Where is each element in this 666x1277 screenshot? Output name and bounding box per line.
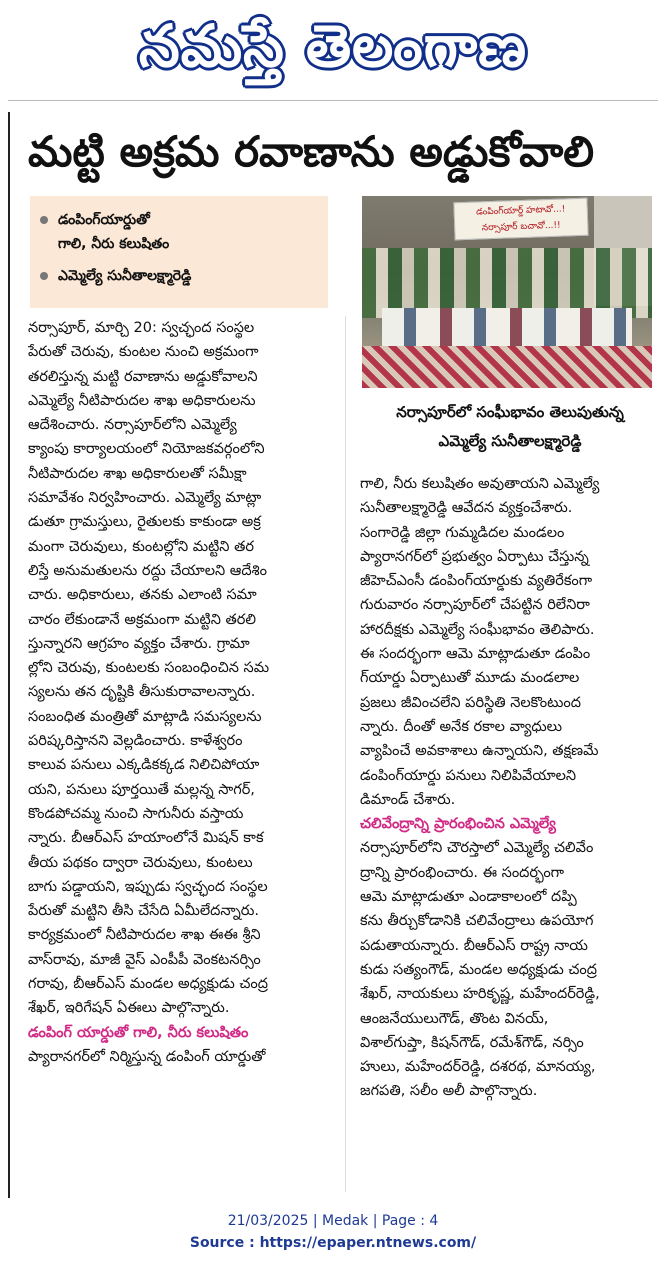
- body-line: తీయ పథకం ద్వారా చెరువులు, కుంటలు: [28, 854, 253, 871]
- page-footer: [0, 1210, 666, 1262]
- body-line: బాగు పడ్డాయని, ఇప్పుడు స్వచ్ఛంద సంస్థల: [28, 878, 268, 895]
- body-line: చారం లేకుండానే అక్రమంగా మట్టిని తరలి: [28, 611, 257, 628]
- footer-date-edition: 21/03/2025 | Medak | Page : 4: [227, 1213, 439, 1229]
- body-line: పరిష్కరిస్తానని వెల్లడించారు. కాళేశ్వరం: [28, 733, 243, 750]
- highlight-item-2: [40, 264, 320, 288]
- highlight-1-line-2: గాలి, నీరు కలుషితం: [58, 236, 170, 252]
- body-line: వాస్‌రావు, మాజీ వైస్ ఎంపీపీ వెంకటనర్సిం: [28, 951, 261, 968]
- article-body-left-column: [28, 316, 330, 1192]
- body-line: కుడు సత్యంగౌడ్, మండల అధ్యక్షుడు చంద్ర: [360, 961, 597, 978]
- body-line: శేఖర్, ఇరిగేషన్ ఏఈలు పాల్గొన్నారు.: [28, 1000, 230, 1017]
- body-line: పేరుతో మట్టిని తీసి చేసేది ఏమీలేదన్నారు.: [28, 903, 259, 920]
- body-line: విశాల్‌గుప్తా, కిషన్‌గౌడ్, రమేశ్‌గౌడ్, నర్సిం: [360, 1034, 584, 1051]
- body-line: మంగా చెరువులు, కుంటల్లోని మట్టిని తర: [28, 538, 254, 555]
- body-line: ప్యారానగర్‌లో ప్రభుత్వం ఏర్పాటు చేస్తున్న: [360, 548, 589, 565]
- body-line: లిస్తే అనుమతులను రద్దు చేయాలని ఆదేశిం: [28, 562, 267, 579]
- highlight-item-1: [40, 208, 320, 232]
- column-divider: [345, 316, 346, 1192]
- body-line: పేరుతో చెరువు, కుంటల నుంచి అక్రమంగా: [28, 344, 259, 361]
- body-line: ప్యారానగర్‌లో నిర్మిస్తున్న డంపింగ్ యార్డుతో: [28, 1048, 266, 1065]
- newspaper-masthead: [0, 0, 666, 98]
- body-line: హులు, మహేందర్‌రెడ్డి, దశరథ, మానయ్య,: [360, 1059, 596, 1076]
- article-body-right-column: [360, 472, 658, 1192]
- footer-source-link[interactable]: Source : https://epaper.ntnews.com/: [189, 1235, 477, 1251]
- body-line: స్యలను తన దృష్టికి తీసుకురావాలన్నారు.: [28, 684, 256, 701]
- highlight-item-1-cont: [40, 232, 320, 256]
- banner-line-1: డంపింగ్‌యార్డ్ హటావో...!: [476, 204, 566, 218]
- subheading-dumping-yard: డంపింగ్ యార్డుతో గాలి, నీరు కలుషితం: [28, 1024, 249, 1041]
- article-left-border: [8, 112, 10, 1198]
- news-article: [8, 112, 658, 1198]
- masthead-divider: [8, 100, 658, 101]
- protest-banner: [453, 198, 588, 241]
- body-line: జగపతి, సలీం అలీ పాల్గొన్నారు.: [360, 1083, 538, 1100]
- photo-caption: [362, 398, 658, 458]
- body-line: క్యాంపు కార్యాలయంలో నియోజకవర్గంలోని: [28, 441, 265, 458]
- highlight-1-line-1: డంపింగ్‌యార్డుతో: [58, 212, 150, 228]
- body-line: ఆదేశించారు. నర్సాపూర్‌లోని ఎమ్మెల్యే: [28, 417, 237, 434]
- body-line: ప్రజలు జీవించలేని పరిస్థితి నెలకొంటుంద: [360, 694, 581, 711]
- body-line: గ్‌యార్డు ఏర్పాటుతో మూడు మండలాల: [360, 670, 580, 687]
- body-line: యని, పనులు పూర్తయితే మల్లన్న సాగర్,: [28, 781, 255, 798]
- body-line: చారు. అధికారులు, తనకు ఎలాంటి సమా: [28, 587, 257, 604]
- body-line: డిమాండ్ చేశారు.: [360, 791, 456, 808]
- body-line: ఆంజనేయులుగౌడ్, తొంట వినయ్,: [360, 1010, 549, 1027]
- caption-line-2: ఎమ్మెల్యే సునీతాలక్ష్మారెడ్డి: [438, 432, 582, 450]
- banner-line-2: నర్సాపూర్ బచావో...!!: [481, 220, 561, 234]
- body-line: గాలి, నీరు కలుషితం అవుతాయని ఎమ్మెల్యే: [360, 476, 600, 492]
- body-line: తరలిస్తున్న మట్టి రవాణాను అడ్డుకోవాలని: [28, 368, 258, 385]
- body-line: స్తున్నారని ఆగ్రహం వ్యక్తం చేశారు. గ్రామా: [28, 635, 250, 652]
- body-line: ఆమె మాట్లాడుతూ ఎండాకాలంలో దప్పి: [360, 889, 577, 906]
- body-line: సంబంధిత మంత్రితో మాట్లాడి సమస్యలను: [28, 708, 262, 725]
- body-line: నర్సాపూర్‌లోని చౌరస్తాలో ఎమ్మెల్యే చలివేం: [360, 840, 594, 857]
- bullet-icon: [40, 216, 48, 224]
- photo-seated-people: [382, 308, 632, 348]
- body-line: సమావేశం నిర్వహించారు. ఎమ్మెల్యే మాట్లా: [28, 490, 262, 507]
- body-line: ఈ సందర్భంగా ఆమె మాట్లాడుతూ డంపిం: [360, 646, 591, 663]
- body-line: హారదీక్షకు ఎమ్మెల్యే సంఘీభావం తెలిపారు.: [360, 621, 595, 638]
- subheading-water-booth: చలివేంద్రాన్ని ప్రారంభించిన ఎమ్మెల్యే: [360, 816, 556, 833]
- body-line: గరావు, బీఆర్‌ఎస్ మండల అధ్యక్షుడు చంద్ర: [28, 976, 268, 993]
- body-line: గురువారం నర్సాపూర్‌లో చేపట్టిన రిలేనిరా: [360, 597, 590, 614]
- body-line: పడుతాయన్నారు. బీఆర్‌ఎస్ రాష్ట్ర నాయ: [360, 937, 588, 954]
- photo-mat: [362, 346, 652, 388]
- body-line: వ్యాపించే అవకాశాలు ఉన్నాయని, తక్షణమే: [360, 743, 599, 760]
- highlight-2-line-1: ఎమ్మెల్యే సునీతాలక్ష్మారెడ్డి: [58, 268, 192, 284]
- news-photo: [362, 196, 652, 388]
- body-line: నీటిపారుదల శాఖ అధికారులతో సమీక్షా: [28, 465, 247, 482]
- body-line: ఎమ్మెల్యే నీటిపారుదల శాఖ అధికారులను: [28, 392, 256, 409]
- body-line: నర్సాపూర్, మార్చి 20: స్వచ్ఛంద సంస్థల: [28, 320, 255, 336]
- body-line: ల్లోని చెరువు, కుంటలకు సంబంధించిన సమ: [28, 660, 270, 677]
- body-line: కను తీర్చుకోడానికి చలివేంద్రాలు ఉపయోగ: [360, 913, 594, 930]
- highlights-box: [30, 196, 328, 308]
- body-line: ద్రాన్ని ప్రారంభించారు. ఈ సందర్భంగా: [360, 864, 565, 881]
- body-line: డుతూ గ్రామస్తులు, రైతులకు కాకుండా అక్ర: [28, 514, 261, 531]
- caption-line-1: నర్సాపూర్‌లో సంఘీభావం తెలుపుతున్న: [396, 403, 624, 421]
- bullet-icon: [40, 272, 48, 280]
- body-line: జీహెచ్‌ఎంసీ డంపింగ్‌యార్డుకు వ్యతిరేకంగా: [360, 573, 593, 590]
- body-line: కాలువ పనులు ఎక్కడికక్కడ నిలిచిపోయా: [28, 757, 260, 774]
- body-line: సంగారెడ్డి జిల్లా గుమ్మడిదల మండలం: [360, 524, 565, 541]
- body-line: డంపింగ్‌యార్డు పనులు నిలిపివేయాలని: [360, 767, 577, 784]
- article-headline: మట్టి అక్రమ రవాణాను అడ్డుకోవాలి: [28, 127, 595, 176]
- body-line: కొండపోచమ్మ నుంచి సాగునీరు వస్తాయ: [28, 805, 244, 822]
- body-line: న్నారు. బీఆర్‌ఎస్ హయాంలోనే మిషన్ కాక: [28, 830, 264, 847]
- body-line: కార్యక్రమంలో నీటిపారుదల శాఖ ఈఈ శ్రీని: [28, 927, 261, 944]
- body-line: సునీతాలక్ష్మారెడ్డి ఆవేదన వ్యక్తంచేశారు.: [360, 500, 573, 517]
- body-line: శేఖర్, నాయకులు హరికృష్ణ, మహేందర్‌రెడ్డి,: [360, 986, 600, 1003]
- masthead-title: నమస్తే తెలంగాణ: [139, 12, 527, 80]
- body-line: న్నారు. దీంతో అనేక రకాల వ్యాధులు: [360, 718, 562, 735]
